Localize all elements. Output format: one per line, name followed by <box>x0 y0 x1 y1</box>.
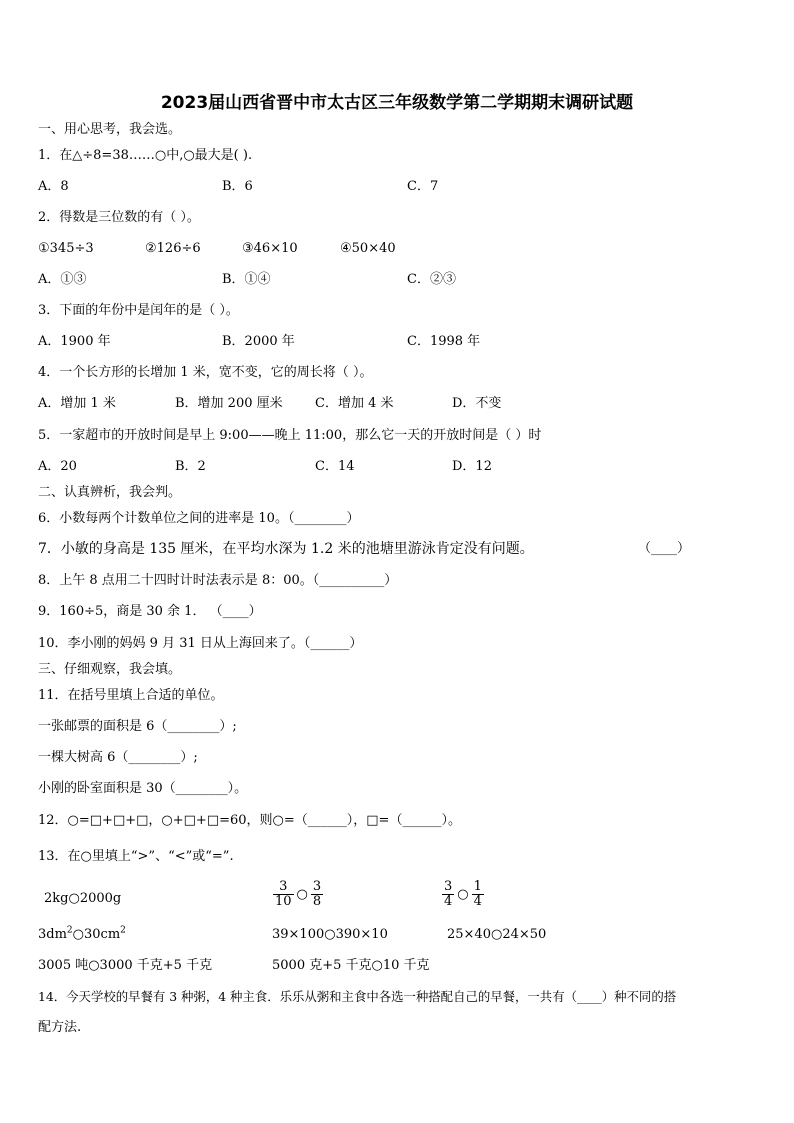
q2-option-c: C．②③ <box>407 272 456 287</box>
question-9: 9．160÷5，商是 30 余 1． （____） <box>38 604 262 619</box>
question-5: 5．一家超市的开放时间是早上 9:00——晚上 11:00，那么它一天的开放时间是（ ）时 <box>38 428 542 443</box>
q1-option-b: B．6 <box>222 179 253 194</box>
question-11: 11．在括号里填上合适的单位。 <box>38 688 224 703</box>
q2-item-1: ①345÷3 <box>38 241 94 256</box>
q2-item-3: ③46×10 <box>242 241 298 256</box>
section-1-heading: 一、用心思考，我会选。 <box>38 122 182 137</box>
q7-answer-blank: （____） <box>638 541 691 556</box>
question-12: 12．○=□+□+□，○+□+□=60，则○=（______），□=（______）。 <box>38 813 461 828</box>
q3-option-b: B．2000 年 <box>222 334 295 349</box>
q5-option-b: B．2 <box>175 459 206 474</box>
q1-option-a: A．8 <box>38 179 69 194</box>
q13-compare-6: 25×40○24×50 <box>447 927 547 942</box>
q4-option-c: C．增加 4 米 <box>315 396 394 411</box>
q5-option-c: C．14 <box>315 459 355 474</box>
fraction-left: 3 4 <box>444 879 453 909</box>
q2-item-2: ②126÷6 <box>145 241 201 256</box>
q13-compare-4: $3dm^2○30cm^2$ <box>38 925 126 942</box>
section-3-heading: 三、仔细观察，我会填。 <box>38 662 182 677</box>
fraction-right: 1 4 <box>473 879 482 909</box>
question-3: 3．下面的年份中是闰年的是（ ）。 <box>38 303 239 318</box>
question-13: 13．在○里填上“>”、“<”或“=”. <box>38 849 234 864</box>
question-14-cont: 配方法. <box>38 1020 82 1035</box>
q5-option-d: D．12 <box>452 459 492 474</box>
q4-option-d: D．不变 <box>452 396 502 411</box>
q3-option-c: C．1998 年 <box>407 334 481 349</box>
question-2: 2．得数是三位数的有（ ）。 <box>38 210 200 225</box>
q13-compare-8: 5000 克+5 千克○10 千克 <box>272 958 430 973</box>
q2-option-a: A．①③ <box>38 272 87 287</box>
q11-line-3: 小刚的卧室面积是 30（________）。 <box>38 781 248 796</box>
q13-compare-1: 2kg○2000g <box>44 891 122 906</box>
q13-compare-7: 3005 吨○3000 千克+5 千克 <box>38 958 213 973</box>
q2-item-4: ④50×40 <box>340 241 396 256</box>
q5-option-a: A．20 <box>38 459 77 474</box>
q11-line-1: 一张邮票的面积是 6（________）; <box>38 719 237 734</box>
q3-option-a: A．1900 年 <box>38 334 111 349</box>
question-8: 8．上午 8 点用二十四时计时法表示是 8：00。（__________） <box>38 573 398 588</box>
question-7: 7．小敏的身高是 135 厘米，在平均水深为 1.2 米的池塘里游泳肯定没有问题。 <box>38 541 534 557</box>
question-1: 1．在△÷8=38……○中,○最大是( ). <box>38 148 253 163</box>
question-4: 4．一个长方形的长增加 1 米，宽不变，它的周长将（ ）。 <box>38 365 373 380</box>
section-2-heading: 二、认真辨析，我会判。 <box>38 485 182 500</box>
q4-option-b: B．增加 200 厘米 <box>175 396 283 411</box>
question-14: 14．今天学校的早餐有 3 种粥，4 种主食．乐乐从粥和主食中各选一种搭配自己的早餐，一共有（____）种不同的搭 <box>38 989 677 1004</box>
question-6: 6．小数每两个计数单位之间的进率是 10。（________） <box>38 511 360 526</box>
q13-fraction-compare-3: 3 4 ○ 1 4 <box>444 879 482 909</box>
q4-option-a: A．增加 1 米 <box>38 396 116 411</box>
q13-fraction-compare-2: 3 10 ○ 3 8 <box>275 879 322 909</box>
page-title: 2023届山西省晋中市太古区三年级数学第二学期期末调研试题 <box>160 93 634 113</box>
question-10: 10．李小刚的妈妈 9 月 31 日从上海回来了。（______） <box>38 636 363 651</box>
q2-option-b: B．①④ <box>222 272 271 287</box>
q11-line-2: 一棵大树高 6（________）; <box>38 750 198 765</box>
q13-compare-5: 39×100○390×10 <box>272 927 388 942</box>
q1-option-c: C．7 <box>407 179 439 194</box>
fraction-left: 3 10 <box>275 879 292 909</box>
fraction-right: 3 8 <box>312 879 322 909</box>
